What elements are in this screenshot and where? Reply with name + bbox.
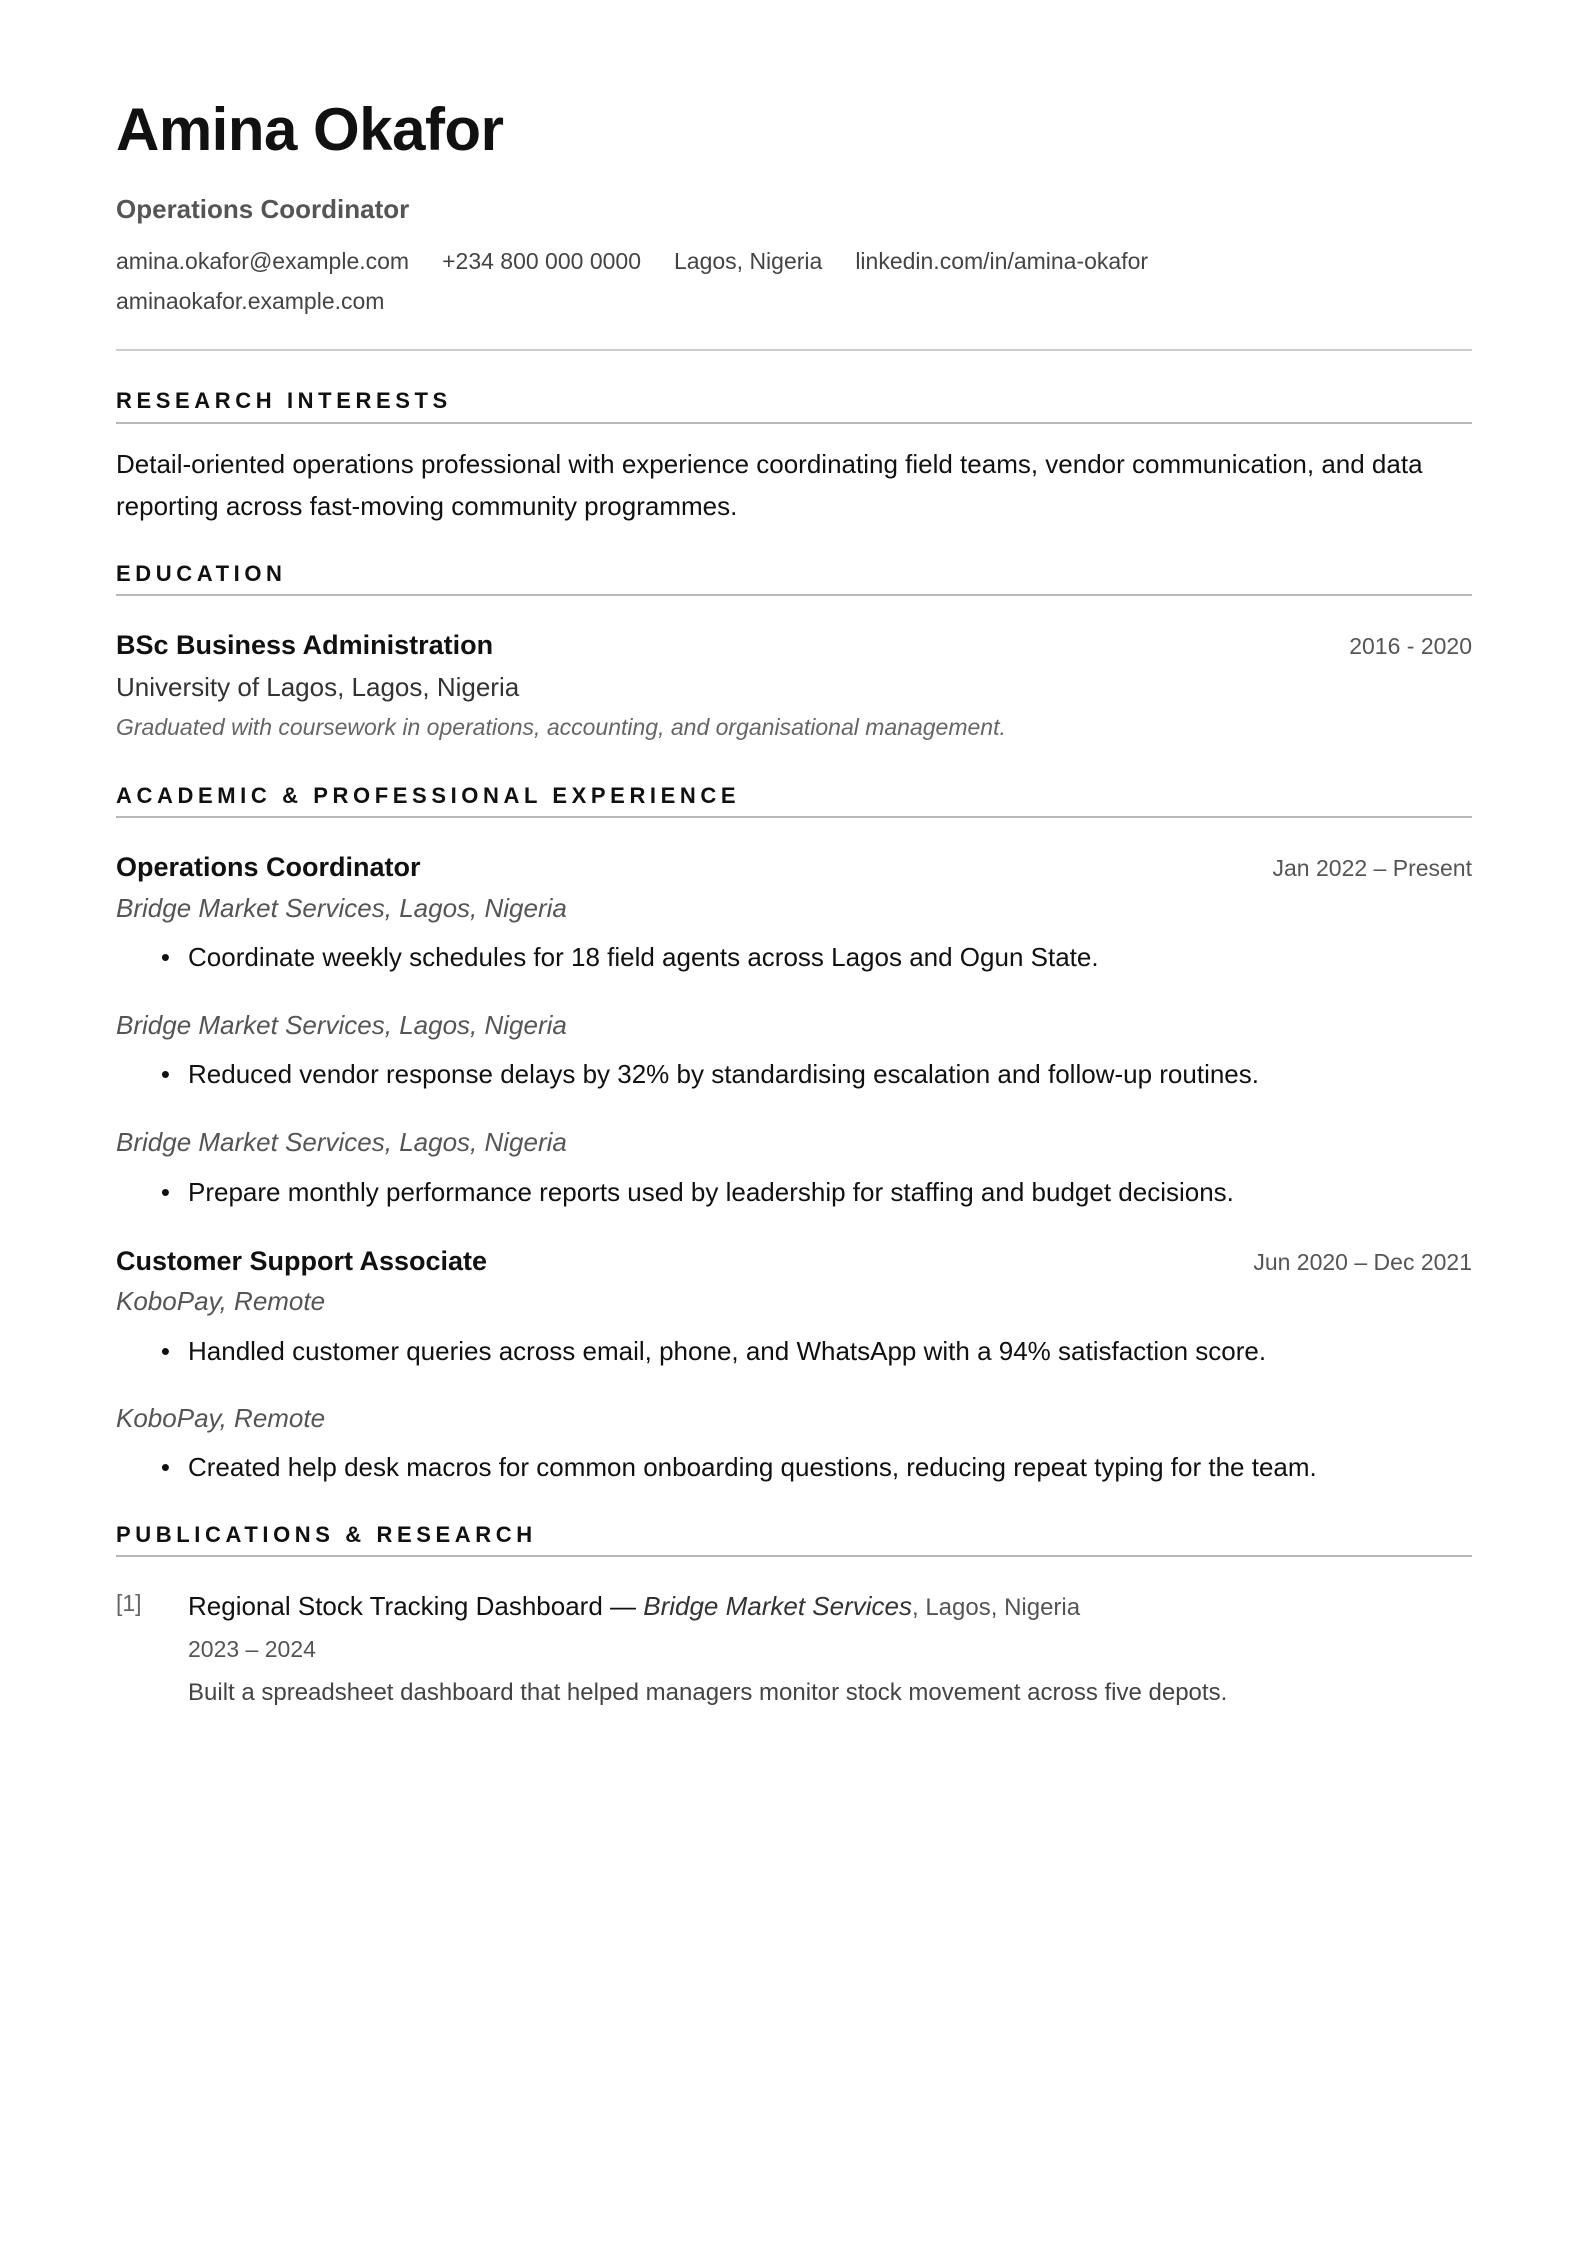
job-organization: Bridge Market Services, Lagos, Nigeria xyxy=(116,893,567,923)
publication-title: Regional Stock Tracking Dashboard xyxy=(188,1591,603,1621)
bullet-text: Created help desk macros for common onboarding questions, reducing repeat typing for the team. xyxy=(188,1452,1317,1482)
job-organization: Bridge Market Services, Lagos, Nigeria xyxy=(116,1010,567,1040)
publication-number: [1] xyxy=(116,1590,142,1616)
job-organization: KoboPay, Remote xyxy=(116,1403,326,1433)
degree-title: BSc Business Administration xyxy=(116,630,494,660)
section-divider xyxy=(116,594,1472,596)
job-organization: KoboPay, Remote xyxy=(116,1286,326,1316)
job-title: Operations Coordinator xyxy=(116,852,421,882)
list-item xyxy=(116,942,1099,973)
publication-citation xyxy=(188,1591,1080,1622)
email-link[interactable]: amina.okafor@example.com xyxy=(116,248,410,274)
website-link[interactable]: aminaokafor.example.com xyxy=(116,288,385,314)
list-item xyxy=(116,1336,1266,1367)
bullet-icon: • xyxy=(160,1059,170,1089)
section-divider xyxy=(116,816,1472,818)
section-title-research-interests: RESEARCH INTERESTS xyxy=(116,388,452,413)
publication-description: Built a spreadsheet dashboard that helped managers monitor stock movement across five depots. xyxy=(188,1679,1228,1706)
list-item xyxy=(116,1452,1317,1483)
bullet-icon: • xyxy=(160,1177,170,1207)
publication-venue: Bridge Market Services xyxy=(643,1591,912,1621)
publication-location: , Lagos, Nigeria xyxy=(912,1594,1081,1621)
summary-text: Detail-oriented operations professional with experience coordinating field teams, vendor communication, and data reporting across fast-moving community programmes. xyxy=(116,449,1423,521)
bullet-text: Reduced vendor response delays by 32% by standardising escalation and follow-up routines. xyxy=(188,1059,1259,1089)
publication-years: 2023 – 2024 xyxy=(188,1636,316,1662)
list-item xyxy=(116,1059,1259,1090)
header-divider xyxy=(116,349,1472,351)
linkedin-link[interactable]: linkedin.com/in/amina-okafor xyxy=(855,248,1149,274)
phone-number: +234 800 000 0000 xyxy=(442,248,641,274)
bullet-text: Handled customer queries across email, phone, and WhatsApp with a 94% satisfaction score. xyxy=(188,1336,1267,1366)
section-title-education: EDUCATION xyxy=(116,561,287,586)
job-dates: Jan 2022 – Present xyxy=(1272,855,1472,881)
education-dates: 2016 - 2020 xyxy=(1349,633,1472,659)
job-organization: Bridge Market Services, Lagos, Nigeria xyxy=(116,1127,567,1157)
education-note: Graduated with coursework in operations, accounting, and organisational management. xyxy=(116,714,1006,740)
section-divider xyxy=(116,422,1472,424)
section-divider xyxy=(116,1555,1472,1557)
location-text: Lagos, Nigeria xyxy=(674,248,823,274)
publication-separator: — xyxy=(602,1591,644,1621)
contact-line xyxy=(116,248,1148,275)
bullet-text: Prepare monthly performance reports used by leadership for staffing and budget decisions. xyxy=(188,1177,1234,1207)
list-item xyxy=(116,1177,1234,1208)
section-title-publications: PUBLICATIONS & RESEARCH xyxy=(116,1522,537,1547)
job-title: Customer Support Associate xyxy=(116,1246,488,1276)
bullet-icon: • xyxy=(160,1452,170,1482)
candidate-role: Operations Coordinator xyxy=(116,194,410,224)
institution-text: University of Lagos, Lagos, Nigeria xyxy=(116,672,520,702)
job-dates: Jun 2020 – Dec 2021 xyxy=(1253,1249,1472,1275)
candidate-name: Amina Okafor xyxy=(116,96,504,163)
bullet-icon: • xyxy=(160,1336,170,1366)
bullet-icon: • xyxy=(160,942,170,972)
bullet-text: Coordinate weekly schedules for 18 field agents across Lagos and Ogun State. xyxy=(188,942,1099,972)
section-title-experience: ACADEMIC & PROFESSIONAL EXPERIENCE xyxy=(116,783,741,808)
